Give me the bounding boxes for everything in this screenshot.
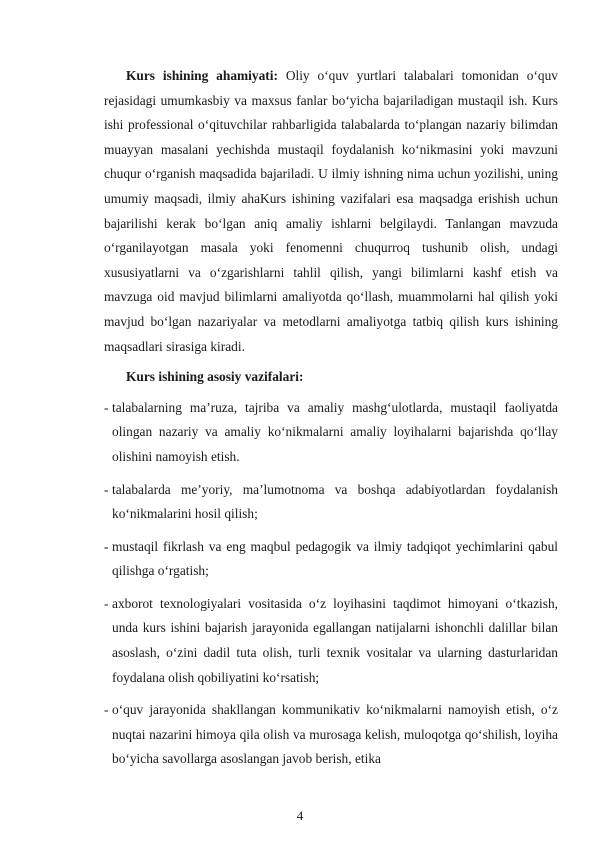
list-item — [104, 396, 558, 470]
page-content — [104, 64, 558, 780]
intro-lead: Kurs ishining ahamiyati: — [126, 68, 278, 83]
bullet-dash: - — [104, 702, 109, 718]
list-item-text: mustaqil fikrlash va eng maqbul pedagogik va ilmiy tadqiqot yechimlarini qabul qilishga o‘rgatish; — [112, 538, 558, 579]
list-item — [104, 535, 558, 584]
list-item — [104, 592, 558, 690]
list-item — [104, 698, 558, 772]
list-item-text: axborot texnologiyalari vositasida o‘z loyihasini taqdimot himoyani o‘tkazish, unda kurs ishini bajarish jarayonida egallangan natijalarni ishonchli dalillar bilan asoslash, o‘zini dadil tuta olish, turli texnik vositalar va ularning dasturlaridan foydalana olish qobiliyatini ko‘rsatish; — [112, 595, 558, 685]
intro-text: Oliy o‘quv yurtlari talabalari tomonidan o‘quv rejasidagi umumkasbiy va maxsus fanlar bo‘yicha bajariladigan mustaqil ish. Kurs ishi professional o‘qituvchilar rahbarligida talabalarda to‘plangan nazariy bilimdan muayyan masalani yechishda mustaqil foydalanish ko‘nikmasini yoki mavzuni chuqur o‘rganish maqsadida bajariladi. U ilmiy ishning nima uchun yozilishi, uning umumiy maqsadi, ilmiy ahaKurs ishining vazifalari esa maqsadga erishish uchun bajarilishi kerak bo‘lgan aniq amaliy ishlarni belgilaydi. Tanlangan mavzuda o‘rganilayotgan masala yoki fenomenni chuqurroq tushunib olish, undagi xususiyatlarni va o‘zgarishlarni tahlil qilish, yangi bilimlarni kashf etish va mavzuga oid mavjud bilimlarni amaliyotda qo‘llash, muammolarni hal qilish yoki mavjud bo‘lgan nazariyalar va metodlarni amaliyotga tatbiq qilish kurs ishining maqsadlari sirasiga kiradi. — [104, 68, 558, 354]
intro-paragraph — [104, 64, 558, 359]
tasks-heading: Kurs ishining asosiy vazifalari: — [126, 369, 304, 385]
tasks-list — [104, 396, 558, 772]
bullet-dash: - — [104, 538, 109, 554]
list-item — [104, 478, 558, 527]
list-item-text: talabalarning ma’ruza, tajriba va amaliy mashg‘ulotlarda, mustaqil faoliyatda olingan nazariy va amaliy ko‘nikmalarni amaliy loyihalarni bajarishda qo‘llay olishini namoyish etish. — [112, 399, 558, 464]
bullet-dash: - — [104, 481, 109, 497]
page-number: 4 — [296, 808, 304, 823]
list-item-text: talabalarda me’yoriy, ma’lumotnoma va boshqa adabiyotlardan foydalanish ko‘nikmalarini hosil qilish; — [112, 481, 558, 522]
list-item-text: o‘quv jarayonida shakllangan kommunikativ ko‘nikmalarni namoyish etish, o‘z nuqtai nazarini himoya qila olish va murosaga kelish, muloqotga qo‘shilish, loyiha bo‘yicha savollarga asoslangan javob berish, etika — [112, 702, 558, 767]
bullet-dash: - — [104, 595, 109, 611]
bullet-dash: - — [104, 399, 109, 415]
